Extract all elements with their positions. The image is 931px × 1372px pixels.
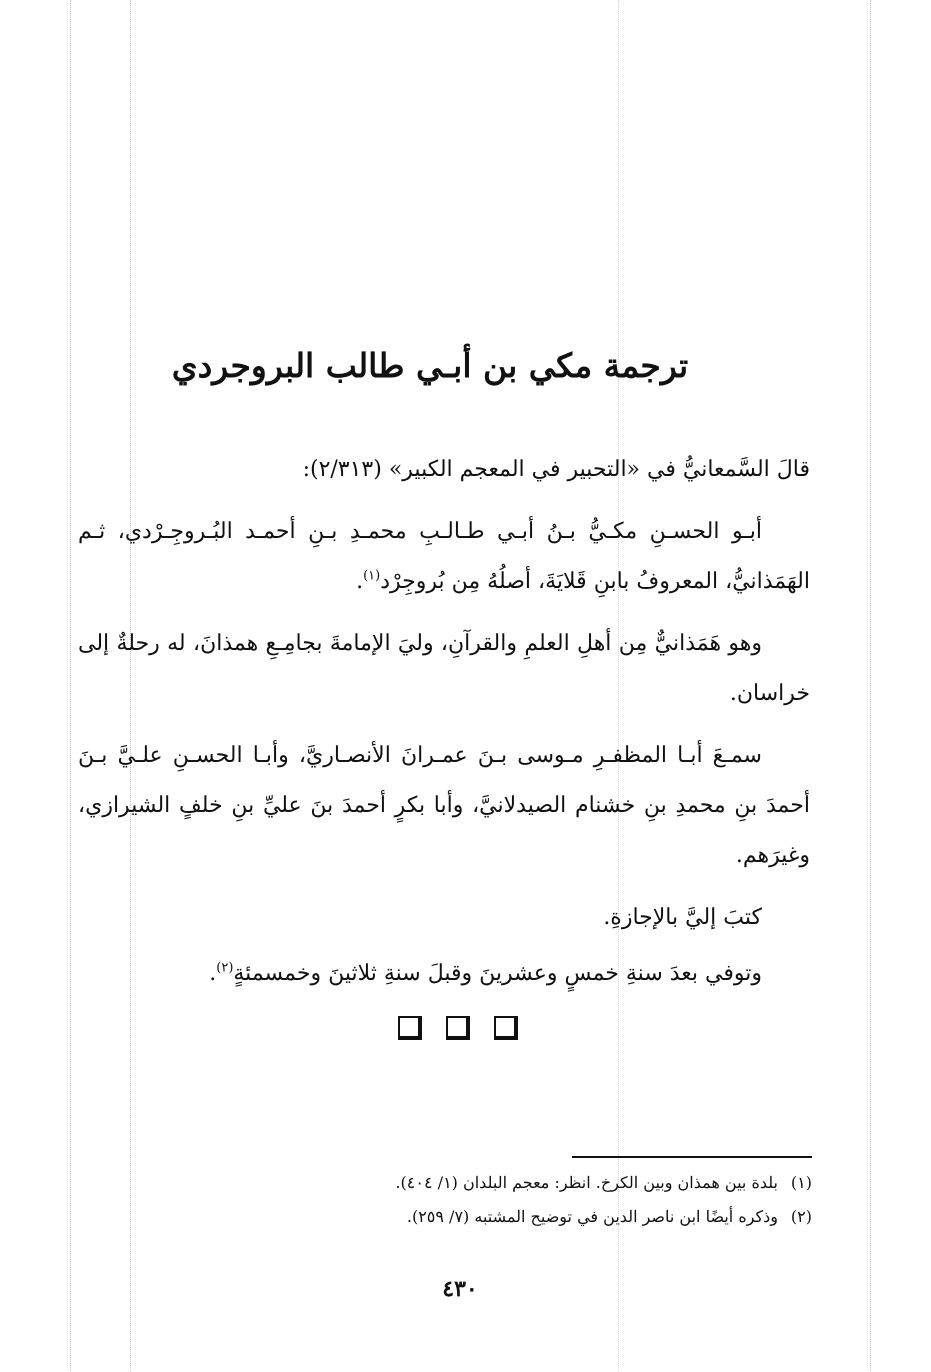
footnote-ref-2[interactable]: (٢) (216, 960, 234, 976)
paragraph-text: وهو هَمَذانيٌّ مِن أهلِ العلمِ والقرآنِ، وليَ الإمامةَ بجامِـعِ همذانَ، له رحلةٌ إلى خراسان. (78, 631, 810, 706)
footnote-separator (572, 1156, 812, 1158)
scan-artifact-line (70, 0, 71, 1372)
footnote-text: بلدة بين همذان وبين الكرخ. انظر: معجم البلدان (١/ ٤٠٤). (395, 1173, 778, 1192)
footnotes (240, 1166, 812, 1234)
scan-artifact-line (870, 0, 871, 1372)
page-number: ٤٣٠ (442, 1276, 478, 1302)
ornament-square-icon (494, 1016, 518, 1040)
paragraph-tail: . (209, 961, 217, 986)
paragraph-text: سمـعَ أبـا المظفـرِ مـوسى بـنَ عمـرانَ الأنصـاريَّ، وأبـا الحسـنِ علـيَّ بـنَ أحمدَ بنِ محمدِ بنِ خشنام الصيدلانيَّ، وأبا بكرٍ أحمدَ بنَ عليِّ بنِ خلفٍ الشيرازي، وغيرَهم. (78, 743, 810, 868)
paragraph-4 (78, 893, 810, 943)
paragraph-3 (78, 731, 810, 881)
footnote-text: وذكره أيضًا ابن ناصر الدين في توضيح المشتبه (٧/ ٢٥٩). (406, 1207, 778, 1226)
paragraph-text: وتوفي بعدَ سنةِ خمسٍ وعشرينَ وقبلَ سنةِ ثلاثينَ وخمسمئةٍ (233, 961, 762, 986)
footnote-2 (240, 1200, 812, 1234)
ornament-square-icon (398, 1016, 422, 1040)
section-end-ornament (398, 1016, 518, 1042)
paragraph-5 (78, 949, 810, 999)
footnote-ref-1[interactable]: (١) (363, 568, 381, 584)
footnote-number: (١) (790, 1173, 812, 1192)
paragraph-tail: . (356, 569, 364, 594)
page-title: ترجمة مكي بن أبـي طالب البروجردي (171, 346, 689, 386)
ornament-square-icon (446, 1016, 470, 1040)
paragraph-2 (78, 619, 810, 719)
paragraph-text: كتبَ إليَّ بالإجازةِ. (603, 905, 762, 930)
paragraph-1 (78, 507, 810, 607)
footnote-1 (240, 1166, 812, 1200)
intro-line: قالَ السَّمعانيُّ في «التحبير في المعجم الكبير» (٢/٣١٣): (302, 457, 810, 482)
footnote-number: (٢) (790, 1207, 812, 1226)
paragraph-text: أبـو الحسـنِ مكـيُّ بـنُ أبـي طـالـبِ محمـدِ بـنِ أحمـد البُـروجِـرْدي، ثـم الهَمَذانيُّ، المعروفُ بابنِ قَلايَةَ، أصلُهُ مِن بُروجِرْد (78, 519, 810, 594)
main-text (78, 445, 810, 1011)
